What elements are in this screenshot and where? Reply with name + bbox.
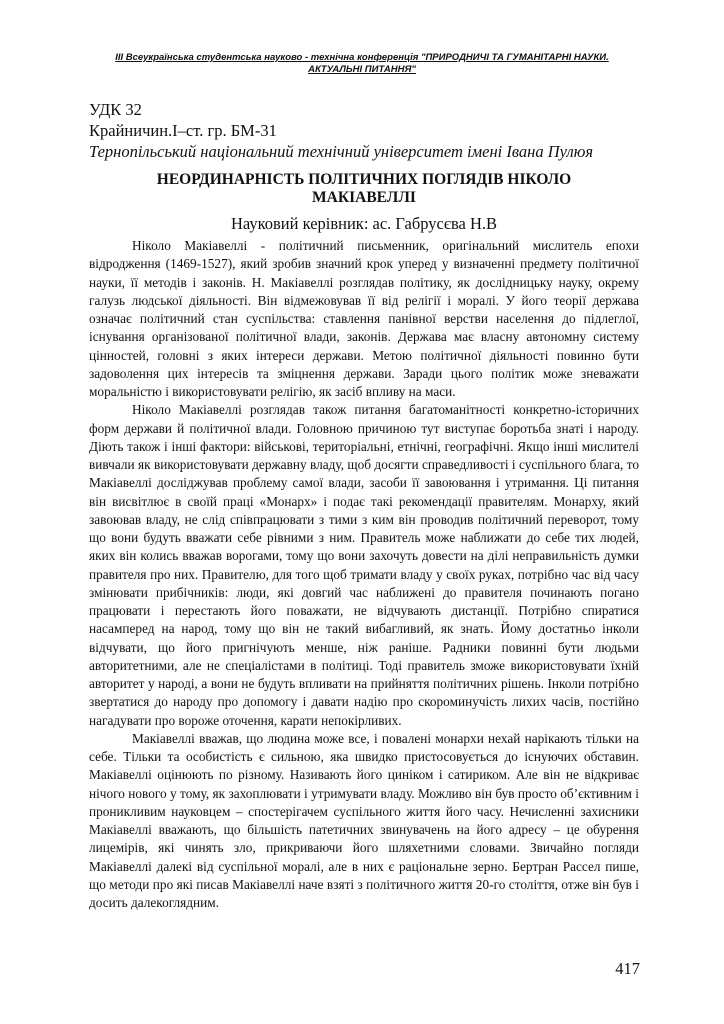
- conference-header-line2: АКТУАЛЬНІ ПИТАННЯ": [308, 64, 416, 75]
- article-title-line1: НЕОРДИНАРНІСТЬ ПОЛІТИЧНИХ ПОГЛЯДІВ НІКОЛО: [156, 171, 572, 188]
- author-line: Крайничин.І–ст. гр. БМ-31: [89, 121, 277, 140]
- paragraph: Ніколо Макіавеллі - політичний письменник, оригінальний мислитель епохи відродження (1469-1527), який зробив значний крок уперед у визначенні предмету політичної науки, її методів і законів. Н. Макіавеллі розглядав політику, як дослідницьку науку, окрему галузь людської діяльності. Він відмежовував її від релігії і моралі. У його теорії держава означає політичний стан суспільства: ставлення панівної верстви населення до підлеглої, існування організованої політичної влади, законів. Держава має власну автономну систему цінностей, головні з яких інтереси держави. Метою політичної діяльності повинно бути задоволення цих інтересів та зміцнення держави. Заради цього політик може зневажати моральністю і використовувати релігію, як засіб впливу на маси.: [89, 238, 639, 399]
- article-title: [89, 171, 639, 207]
- article-body: [89, 237, 639, 912]
- supervisor-line: Науковий керівник: ас. Габрусєва Н.В: [230, 214, 498, 233]
- paragraph: Макіавеллі вважав, що людина може все, і повалені монархи нехай нарікають тільки на себе. Тільки та особистість є сильною, яка швидко пристосовується до існуючих обставин. Макіавеллі оцінюють по різному. Називають його циніком і сатириком. Але він не відкриває нічого нового у тому, як захоплювати і утримувати владу. Можливо він був просто об’єктивним і проникливим науковцем – спостерігачем суспільного життя його часу. Нечисленні захисники Макіавеллі вважають, що більшість патетичних звинувачень на його адресу – це обурення лицемірів, які чинять зло, прикриваючи його шляхетними словами. Звичайно погляди Макіавеллі далекі від суспільної моралі, але в них є раціональне зерно. Бертран Рассел пише, що методи про які писав Макіавеллі наче взяті з політичного життя 20-го століття, отже він був і досить далекоглядним.: [89, 730, 639, 910]
- paragraph: Ніколо Макіавеллі розглядав також питання багатоманітності конкретно-історичних форм держави й політичної влади. Головною причиною тут виступає боротьба знаті і народу. Діють також і інші фактори: військові, територіальні, етнічні, географічні. Якщо інші мислителі вивчали як використовувати державну владу, щоб досягти справедливості і суспільного блага, то Макіавеллі досліджував проблему самої влади, засоби її завоювання і утримання. Ці питання він висвітлює в своїй праці «Монарх» і подає такі рекомендації правителям. Монарху, який завоював владу, не слід співпрацювати з тими з ким він проводив політичний переворот, тому що вони будуть вважати себе рівними з ним. Правитель може наближати до себе тих людей, яких він колись вважав ворогами, тому що вони захочуть довести на ділі неправильність думки правителя про них. Правителю, для того щоб тримати владу у своїх руках, потрібно час від часу змінювати прибічників: люди, які довгий час наближені до правителя починають погано працювати і перестають його поважати, не відчувають дистанції. Потрібно спиратися насамперед на народ, тому що він не такий вибагливий, як знать. Йому достатньо інколи відчувати, що його пригнічують менше, ніж раніше. Радники повинні бути людьми авторитетними, але не спеціалістами в політиці. Тоді правитель зможе використовувати їхній авторитет у народі, а вони не будуть впливати на прийняття політичних рішень. Інколи потрібно звертатися до народу про допомогу і давати надію про скороминучість лихих часів, постійно нагадувати про вороже оточення, карати непокірливих.: [89, 402, 639, 728]
- university-line: Тернопільський національний технічний університет імені Івана Пулюя: [89, 142, 594, 161]
- page-number: 417: [615, 959, 640, 978]
- udk-code: УДК 32: [89, 100, 142, 119]
- conference-header: [92, 52, 632, 76]
- conference-header-line1: ІІІ Всеукраїнська студентська науково - технічна конференція "ПРИРОДНИЧІ ТА ГУМАНІТАРНІ НАУКИ.: [115, 52, 609, 63]
- article-title-line2: МАКІАВЕЛЛІ: [312, 189, 416, 206]
